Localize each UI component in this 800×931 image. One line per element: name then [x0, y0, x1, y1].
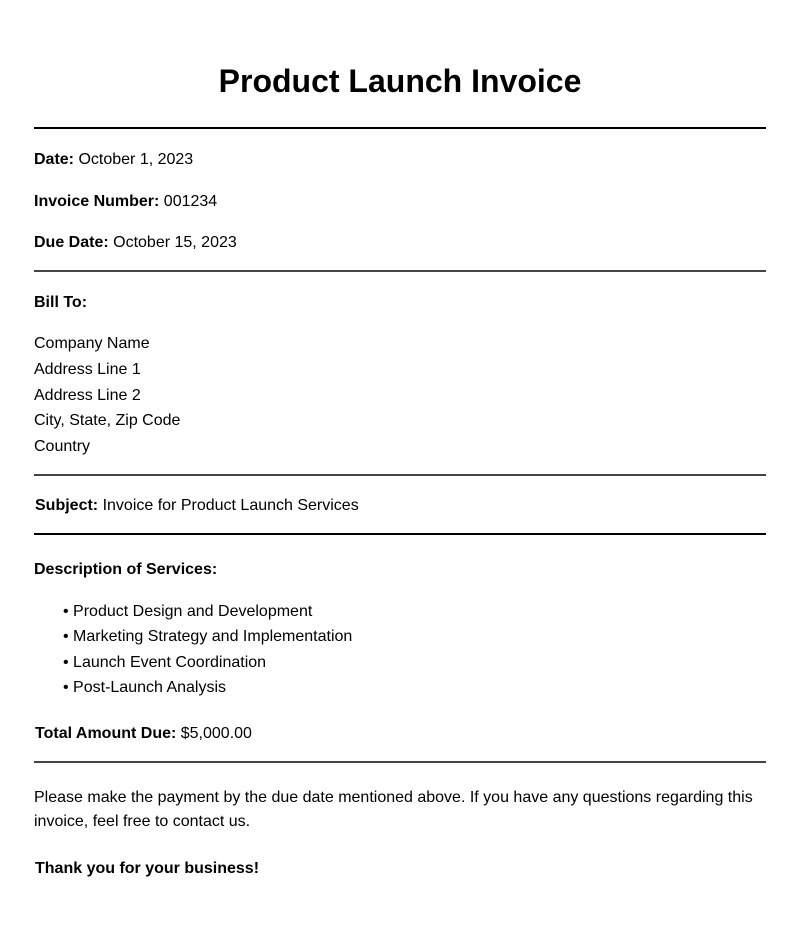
list-item: • Launch Event Coordination: [63, 654, 267, 671]
subject-value: Invoice for Product Launch Services: [98, 497, 359, 514]
list-item: • Product Design and Development: [63, 603, 313, 620]
due-date-row: [34, 233, 237, 253]
page-title: Product Launch Invoice: [218, 63, 582, 99]
bill-to-line: Company Name: [34, 335, 150, 352]
date-row: [34, 150, 193, 170]
date-label: Date:: [34, 151, 75, 168]
bill-to-label: Bill To:: [34, 294, 88, 311]
subject-row: [35, 496, 359, 516]
list-item: • Marketing Strategy and Implementation: [63, 628, 353, 645]
list-item: • Post-Launch Analysis: [63, 679, 227, 696]
services-label: Description of Services:: [34, 561, 218, 578]
payment-note: Please make the payment by the due date mentioned above. If you have any questions regarding this invoice, feel free to contact us.: [34, 789, 753, 830]
invoice-number-row: [34, 192, 217, 212]
bill-to-line: Country: [34, 438, 91, 455]
invoice-number-label: Invoice Number:: [34, 193, 160, 210]
total-row: [35, 724, 252, 744]
due-date-value: October 15, 2023: [108, 234, 237, 251]
bill-to-line: Address Line 1: [34, 361, 141, 378]
date-value: October 1, 2023: [74, 151, 194, 168]
thank-you-text: Thank you for your business!: [35, 860, 260, 877]
bill-to-line: City, State, Zip Code: [34, 412, 181, 429]
invoice-number-value: 001234: [159, 193, 218, 210]
divider: [34, 474, 766, 476]
divider: [34, 270, 766, 272]
bill-to-line: Address Line 2: [34, 387, 141, 404]
divider: [34, 533, 766, 535]
total-label: Total Amount Due:: [35, 725, 177, 742]
divider: [34, 127, 766, 129]
total-value: $5,000.00: [176, 725, 252, 742]
divider: [34, 761, 766, 763]
due-date-label: Due Date:: [34, 234, 109, 251]
subject-label: Subject:: [35, 497, 99, 514]
